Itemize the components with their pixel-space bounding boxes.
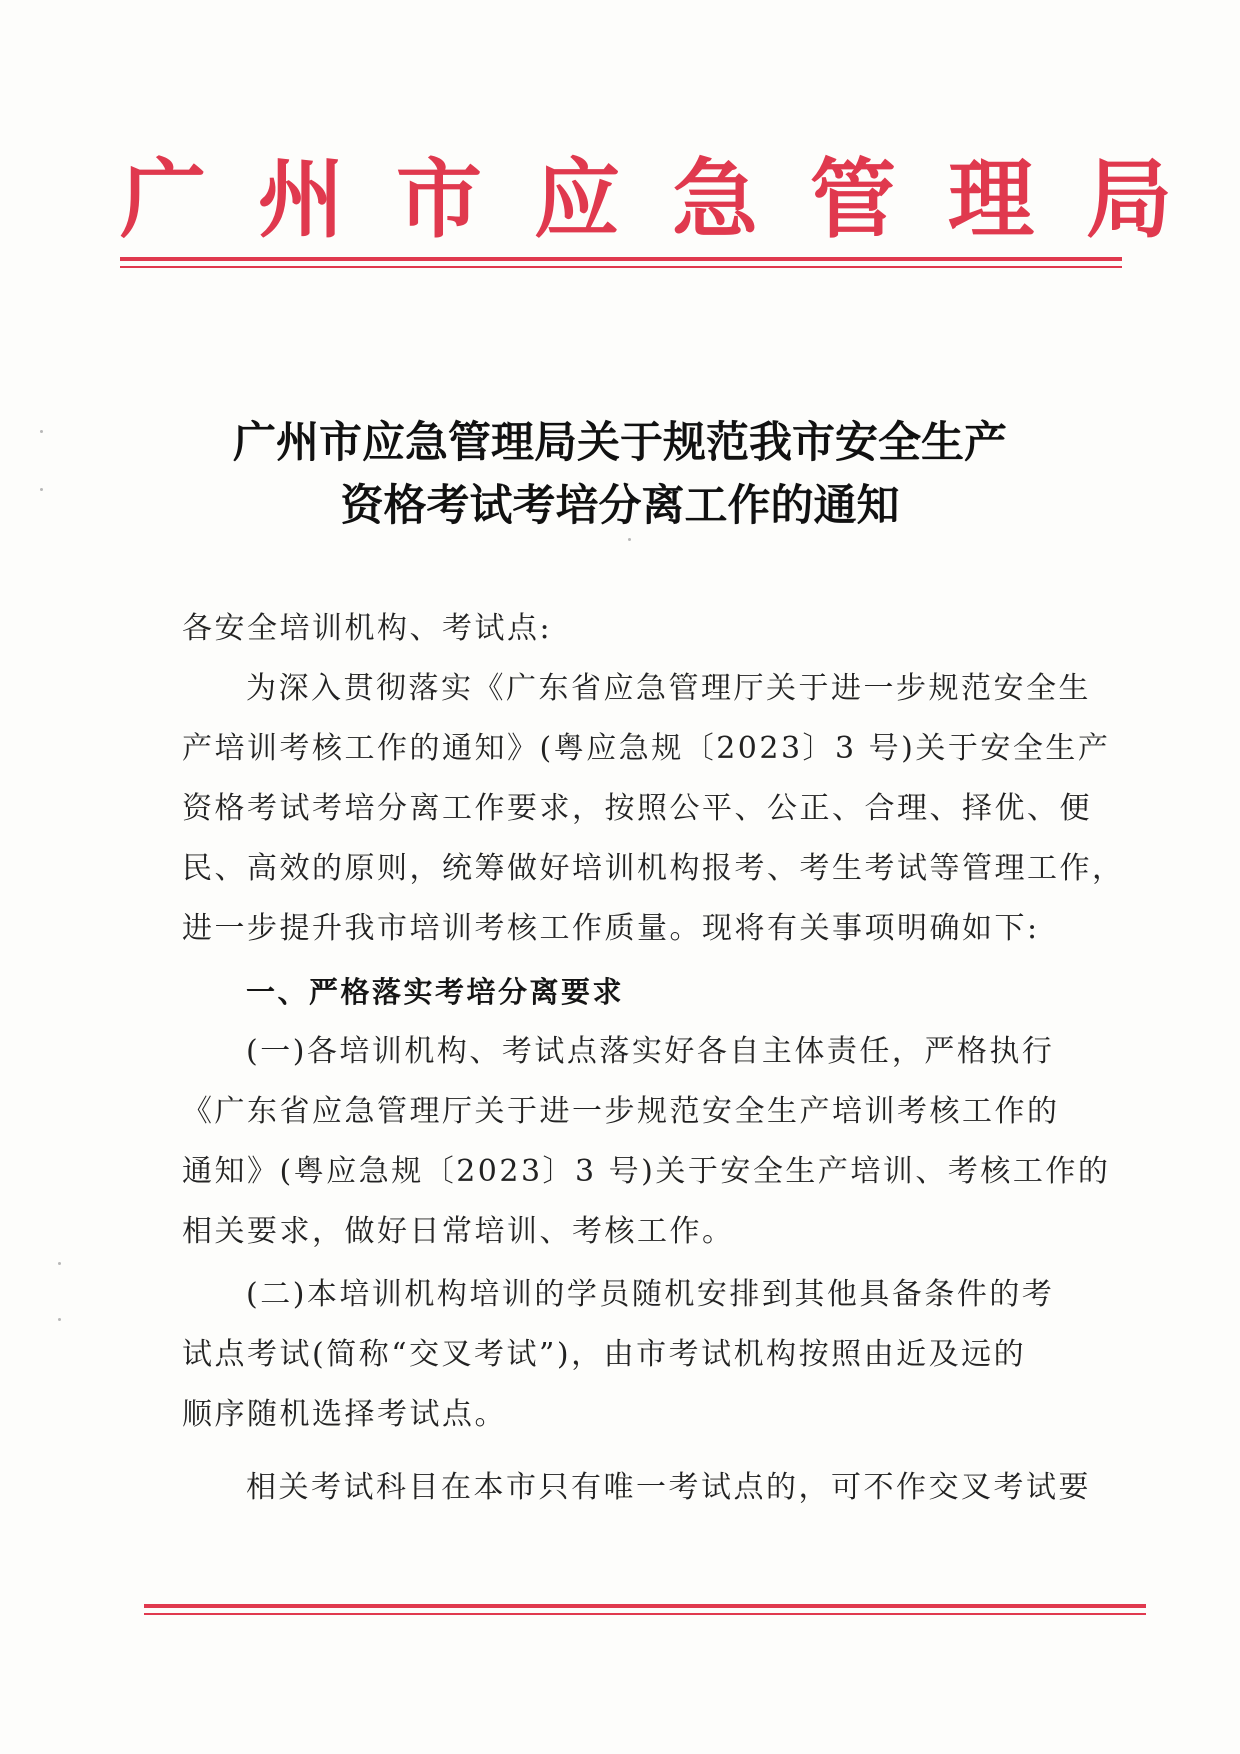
item-line: 《广东省应急管理厅关于进一步规范安全生产培训考核工作的 bbox=[182, 1094, 1060, 1129]
letterhead-title: 广州市应急管理局 bbox=[120, 150, 1224, 250]
item-line: 相关要求，做好日常培训、考核工作。 bbox=[182, 1214, 735, 1249]
item-line: (一)各培训机构、考试点落实好各自主体责任，严格执行 bbox=[246, 1034, 1055, 1069]
paragraph-line: 相关考试科目在本市只有唯一考试点的，可不作交叉考试要 bbox=[246, 1470, 1091, 1505]
scan-speck bbox=[628, 538, 631, 541]
footer-red-rule bbox=[144, 1604, 1146, 1608]
item-line: 试点考试(简称“交叉考试”)，由市考试机构按照由近及远的 bbox=[182, 1337, 1027, 1372]
scan-speck bbox=[40, 488, 43, 491]
scan-speck bbox=[58, 1318, 61, 1321]
item-line: (二)本培训机构培训的学员随机安排到其他具备条件的考 bbox=[246, 1277, 1055, 1312]
body-line: 为深入贯彻落实《广东省应急管理厅关于进一步规范安全生 bbox=[246, 671, 1091, 706]
item-line: 顺序随机选择考试点。 bbox=[182, 1397, 507, 1432]
scan-speck bbox=[40, 430, 43, 433]
document-title-line-2: 资格考试考培分离工作的通知 bbox=[340, 481, 900, 531]
body-line: 民、高效的原则，统筹做好培训机构报考、考生考试等管理工作， bbox=[182, 851, 1125, 886]
body-line: 进一步提升我市培训考核工作质量。现将有关事项明确如下: bbox=[182, 911, 1040, 946]
letterhead-red-rule-thin bbox=[120, 266, 1122, 268]
salutation: 各安全培训机构、考试点: bbox=[182, 611, 553, 646]
scan-speck bbox=[58, 1262, 61, 1265]
body-line: 产培训考核工作的通知》(粤应急规〔2023〕3 号)关于安全生产 bbox=[182, 731, 1111, 766]
document-title-line-1: 广州市应急管理局关于规范我市安全生产 bbox=[233, 418, 1007, 468]
section-heading: 一、严格落实考培分离要求 bbox=[246, 975, 625, 1009]
footer-red-rule-thin bbox=[144, 1613, 1146, 1615]
body-line: 资格考试考培分离工作要求，按照公平、公正、合理、择优、便 bbox=[182, 791, 1092, 826]
item-line: 通知》(粤应急规〔2023〕3 号)关于安全生产培训、考核工作的 bbox=[182, 1154, 1111, 1189]
letterhead-red-rule bbox=[120, 257, 1122, 261]
